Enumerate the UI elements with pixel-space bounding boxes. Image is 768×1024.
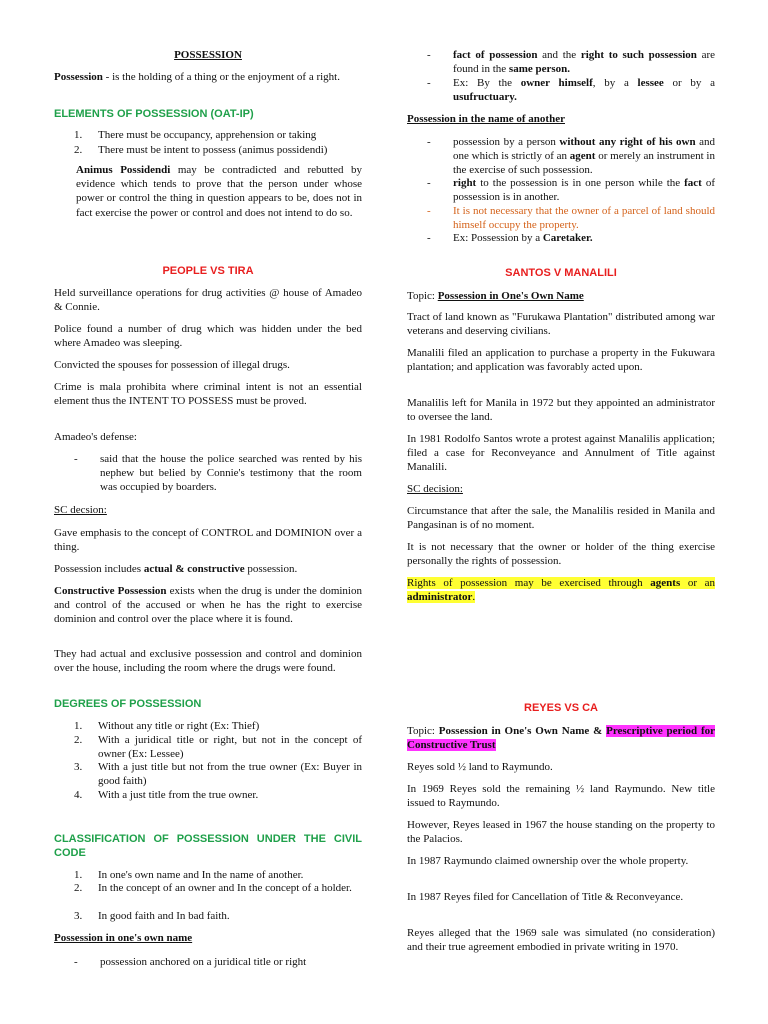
own-name-item-2: - fact of possession and the right to such possession are found in the same person. bbox=[427, 49, 715, 76]
people-vs-tira-heading: PEOPLE VS TIRA bbox=[162, 265, 254, 277]
degrees-heading: DEGREES OF POSSESSION bbox=[54, 698, 202, 710]
santos-p5: Circumstance that after the sale, the Manalilis resided in Manila and Pangasinan is of no moment. bbox=[407, 505, 715, 532]
another-item-3: - It is not necessary that the owner of a parcel of land should himself occupy the property. bbox=[427, 205, 715, 232]
classification-heading: CLASSIFICATION OF POSSESSION UNDER THE CIVIL CODE bbox=[54, 833, 362, 859]
degrees-item-1: 1. Without any title or right (Ex: Thief) bbox=[74, 720, 260, 732]
another-name-label: Possession in the name of another bbox=[407, 113, 565, 125]
degrees-item-4: 4. With a just title from the true owner. bbox=[74, 789, 259, 801]
animus-paragraph: Animus Possidendi may be contradicted and rebutted by evidence which tends to prove that the person under whose power or control the thing in question appears to be, does not in fact exercise the power or control and does not intend to do so. bbox=[76, 164, 362, 219]
people-p2: Police found a number of drug which was hidden under the bed where Amadeo was sleeping. bbox=[54, 323, 362, 350]
sc-decision-label: SC decsion: bbox=[54, 504, 107, 516]
people-p8: They had actual and exclusive possession and control and dominion over the house, including the room where the drugs were found. bbox=[54, 648, 362, 675]
own-name-label: Possession in one's own name bbox=[54, 932, 193, 944]
people-p4: Crime is mala prohibita where criminal intent is not an essential element thus the INTENT TO POSSESS must be proved. bbox=[54, 381, 362, 408]
santos-sc-decision-label: SC decision: bbox=[407, 483, 463, 495]
people-defense-item: - said that the house the police searched was rented by his nephew but belied by Connie's testimony that the room was occupied by boarders. bbox=[74, 453, 362, 494]
reyes-p2: In 1969 Reyes sold the remaining ½ land Raymundo. New title issued to Raymundo. bbox=[407, 783, 715, 810]
reyes-topic: Topic: Possession in One's Own Name & Prescriptive period for Constructive Trust bbox=[407, 725, 715, 752]
elements-item-2: 2. There must be intent to possess (animus possidendi) bbox=[74, 144, 328, 156]
santos-p6: It is not necessary that the owner or holder of the thing exercise personally the rights of possession. bbox=[407, 541, 715, 568]
degrees-item-2: 2. With a juridical title or right, but not in the concept of owner (Ex: Lessee) bbox=[74, 734, 362, 761]
reyes-p6: Reyes alleged that the 1969 sale was simulated (no consideration) and their true agreement embodied in private writing in 1970. bbox=[407, 927, 715, 954]
people-p3: Convicted the spouses for possession of illegal drugs. bbox=[54, 359, 290, 371]
santos-topic: Topic: Possession in One's Own Name bbox=[407, 290, 584, 302]
people-p7: Possession includes actual & constructive possession. bbox=[54, 563, 298, 575]
santos-p1: Tract of land known as "Furukawa Plantation" distributed among war veterans and deserving civilians. bbox=[407, 311, 715, 338]
own-name-item-3: - Ex: By the owner himself, by a lessee or by a usufructuary. bbox=[427, 77, 715, 104]
santos-p4: In 1981 Rodolfo Santos wrote a protest against Manalilis application; filed a case for Reconveyance and Annulment of Title against Manalili. bbox=[407, 433, 715, 474]
people-p1: Held surveillance operations for drug activities @ house of Amadeo & Connie. bbox=[54, 287, 362, 314]
santos-p3: Manalilis left for Manila in 1972 but they appointed an administrator to oversee the land. bbox=[407, 397, 715, 424]
reyes-p4: In 1987 Raymundo claimed ownership over the whole property. bbox=[407, 855, 689, 867]
classification-item-3: 3. In good faith and In bad faith. bbox=[74, 910, 230, 922]
reyes-p5: In 1987 Reyes filed for Cancellation of Title & Reconveyance. bbox=[407, 891, 684, 903]
possession-definition: Possession - is the holding of a thing or the enjoyment of a right. bbox=[54, 71, 340, 83]
santos-p2: Manalili filed an application to purchase a property in the Fukuwara plantation; and application was favorably acted upon. bbox=[407, 347, 715, 374]
santos-p7: Rights of possession may be exercised through agents or an administrator. bbox=[407, 577, 715, 604]
reyes-p3: However, Reyes leased in 1967 the house standing on the property to the Palacios. bbox=[407, 819, 715, 846]
classification-item-1: 1. In one's own name and In the name of another. bbox=[74, 869, 304, 881]
own-name-item: - possession anchored on a juridical title or right bbox=[74, 956, 307, 968]
reyes-p1: Reyes sold ½ land to Raymundo. bbox=[407, 761, 553, 773]
possession-title: POSSESSION bbox=[174, 49, 242, 61]
another-item-4: - Ex: Possession by a Caretaker. bbox=[427, 232, 593, 244]
classification-item-2: 2. In the concept of an owner and In the concept of a holder. bbox=[74, 882, 352, 894]
people-p5: Amadeo's defense: bbox=[54, 431, 137, 443]
elements-item-1: 1. There must be occupancy, apprehension or taking bbox=[74, 129, 317, 141]
reyes-heading: REYES VS CA bbox=[524, 702, 598, 714]
santos-heading: SANTOS V MANALILI bbox=[505, 267, 617, 279]
degrees-item-3: 3. With a just title but not from the true owner (Ex: Buyer in good faith) bbox=[74, 761, 362, 788]
another-item-1: - possession by a person without any right of his own and one which is strictly of an agent or merely an instrument in the exercise of such possession. bbox=[427, 136, 715, 177]
people-p6: Gave emphasis to the concept of CONTROL and DOMINION over a thing. bbox=[54, 527, 362, 554]
another-item-2: - right to the possession is in one person while the fact of possession is in another. bbox=[427, 177, 715, 204]
constructive-possession-paragraph: Constructive Possession exists when the drug is under the dominion and control of the accused or when he has the right to exercise dominion and control over the place where it is found. bbox=[54, 585, 362, 626]
elements-heading: ELEMENTS OF POSSESSION (OAT-IP) bbox=[54, 108, 254, 120]
